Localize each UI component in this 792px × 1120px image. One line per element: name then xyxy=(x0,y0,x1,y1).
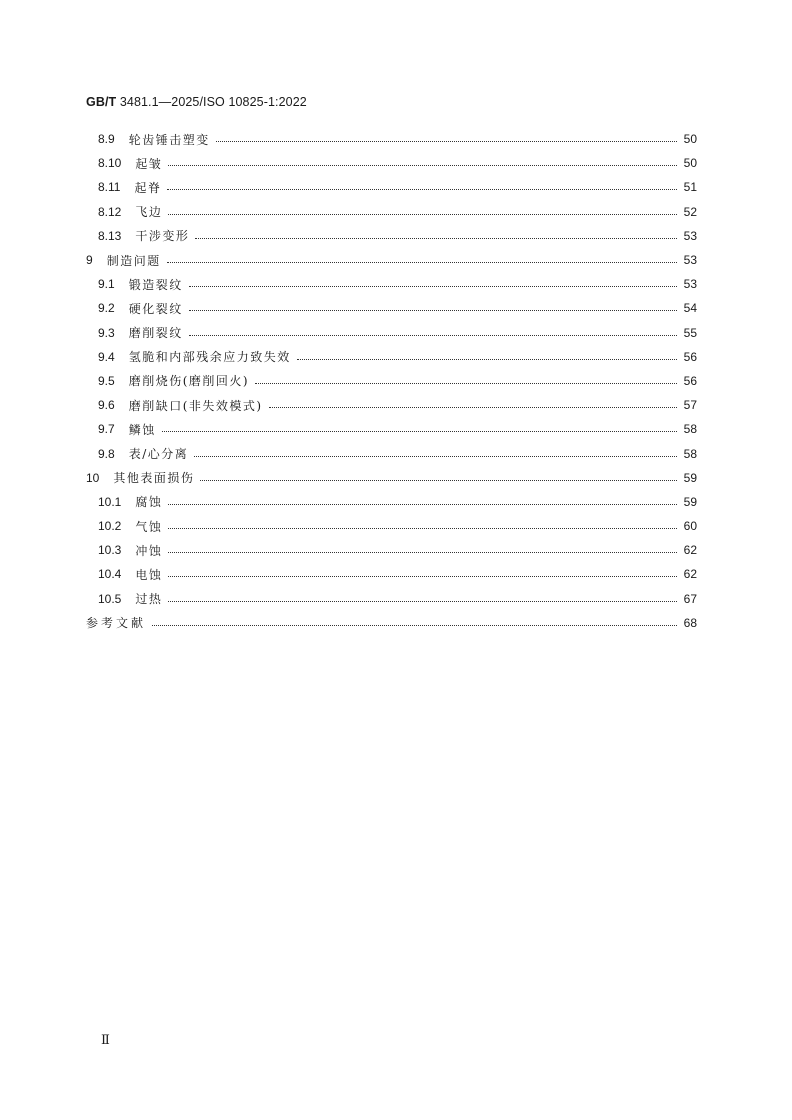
toc-entry[interactable] xyxy=(86,514,697,538)
toc-entry-number: 9.5 xyxy=(98,373,115,388)
toc-dot-leader xyxy=(255,382,677,384)
toc-dot-leader xyxy=(189,285,677,287)
toc-entry-number: 8.10 xyxy=(98,156,122,171)
toc-dot-leader xyxy=(189,309,677,311)
toc-dot-leader xyxy=(168,600,677,602)
toc-entry-number: 9.3 xyxy=(98,325,115,340)
toc-entry-number: 9.4 xyxy=(98,349,115,364)
toc-entry[interactable] xyxy=(86,151,697,175)
toc-entry[interactable] xyxy=(86,490,697,514)
standard-number: 3481.1—2025/ISO 10825-1:2022 xyxy=(116,95,307,109)
toc-entry-page: 56 xyxy=(683,349,697,364)
toc-dot-leader xyxy=(297,358,677,360)
toc-entry-page: 59 xyxy=(683,494,697,509)
toc-entry[interactable] xyxy=(86,175,697,199)
toc-dot-leader xyxy=(195,237,677,239)
toc-entry-number: 9.6 xyxy=(98,398,115,413)
table-of-contents xyxy=(86,127,697,635)
toc-entry-title: 电蚀 xyxy=(135,567,163,582)
toc-entry-number: 9.7 xyxy=(98,422,115,437)
toc-dot-leader xyxy=(162,430,677,432)
toc-entry[interactable] xyxy=(86,417,697,441)
toc-entry-page: 68 xyxy=(683,615,697,630)
page-number: Ⅱ xyxy=(101,1032,110,1047)
toc-entry-title: 冲蚀 xyxy=(135,543,163,558)
toc-entry-number: 10.3 xyxy=(98,543,122,558)
toc-entry-number: 8.12 xyxy=(98,204,122,219)
toc-entry-page: 51 xyxy=(683,180,697,195)
toc-entry-title: 起脊 xyxy=(134,180,162,195)
toc-dot-leader xyxy=(168,551,677,553)
toc-entry-page: 53 xyxy=(683,253,697,268)
toc-entry-title: 其他表面损伤 xyxy=(113,471,195,486)
toc-entry[interactable] xyxy=(86,200,697,224)
toc-entry[interactable] xyxy=(86,321,697,345)
toc-entry[interactable] xyxy=(86,393,697,417)
toc-entry[interactable] xyxy=(86,224,697,248)
toc-entry[interactable] xyxy=(86,562,697,586)
toc-entry-title: 飞边 xyxy=(135,205,163,220)
toc-entry-page: 60 xyxy=(683,519,697,534)
toc-entry-page: 57 xyxy=(683,398,697,413)
toc-entry[interactable] xyxy=(86,611,697,635)
toc-entry-number: 8.13 xyxy=(98,228,122,243)
toc-dot-leader xyxy=(168,575,677,577)
toc-entry-page: 58 xyxy=(683,422,697,437)
toc-entry[interactable] xyxy=(86,127,697,151)
toc-dot-leader xyxy=(269,406,677,408)
toc-entry-number: 8.9 xyxy=(98,132,115,147)
toc-entry-page: 58 xyxy=(683,446,697,461)
toc-entry[interactable] xyxy=(86,369,697,393)
toc-entry-page: 53 xyxy=(683,228,697,243)
toc-entry[interactable] xyxy=(86,248,697,272)
toc-dot-leader xyxy=(168,213,677,215)
toc-entry-page: 55 xyxy=(683,325,697,340)
toc-dot-leader xyxy=(168,503,677,505)
toc-dot-leader xyxy=(167,261,677,263)
toc-entry-number: 8.11 xyxy=(98,180,121,195)
standard-prefix: GB/T xyxy=(86,95,117,109)
toc-entry[interactable] xyxy=(86,587,697,611)
toc-dot-leader xyxy=(200,479,677,481)
toc-entry-number: 10.4 xyxy=(98,567,122,582)
toc-entry[interactable] xyxy=(86,538,697,562)
toc-entry-page: 56 xyxy=(683,373,697,388)
toc-entry-page: 62 xyxy=(683,567,697,582)
toc-entry-page: 59 xyxy=(683,470,697,485)
toc-entry-number: 10.2 xyxy=(98,519,122,534)
toc-entry-title: 参考文献 xyxy=(86,616,147,631)
toc-entry[interactable] xyxy=(86,441,697,465)
toc-entry[interactable] xyxy=(86,466,697,490)
toc-entry-title: 磨削裂纹 xyxy=(128,326,183,341)
toc-entry-page: 54 xyxy=(683,301,697,316)
toc-entry[interactable] xyxy=(86,296,697,320)
toc-entry-title: 腐蚀 xyxy=(135,495,163,510)
toc-entry-number: 9.2 xyxy=(98,301,115,316)
toc-entry-page: 53 xyxy=(683,277,697,292)
toc-entry-number: 9.8 xyxy=(98,446,115,461)
toc-entry-title: 磨削缺口(非失效模式) xyxy=(128,398,263,413)
toc-entry-title: 氢脆和内部残余应力致失效 xyxy=(128,350,291,365)
document-header xyxy=(86,94,307,109)
toc-entry-number: 9 xyxy=(86,253,93,268)
toc-entry-title: 硬化裂纹 xyxy=(128,301,183,316)
toc-entry[interactable] xyxy=(86,272,697,296)
toc-entry-page: 50 xyxy=(683,156,697,171)
toc-entry-number: 9.1 xyxy=(98,277,115,292)
toc-entry-title: 鳞蚀 xyxy=(128,422,156,437)
toc-entry-title: 过热 xyxy=(135,592,163,607)
toc-entry-title: 气蚀 xyxy=(135,519,163,534)
toc-dot-leader xyxy=(152,624,677,626)
toc-entry-title: 磨削烧伤(磨削回火) xyxy=(128,374,250,389)
toc-entry-title: 制造问题 xyxy=(106,253,161,268)
toc-dot-leader xyxy=(189,334,677,336)
toc-dot-leader xyxy=(168,527,677,529)
toc-entry-title: 锻造裂纹 xyxy=(128,277,183,292)
toc-entry-number: 10.5 xyxy=(98,591,122,606)
toc-entry-number: 10.1 xyxy=(98,494,122,509)
toc-entry-title: 轮齿锤击塑变 xyxy=(128,132,210,147)
toc-entry-title: 起皱 xyxy=(135,156,163,171)
toc-entry-page: 52 xyxy=(683,204,697,219)
toc-entry-page: 67 xyxy=(683,591,697,606)
toc-entry[interactable] xyxy=(86,345,697,369)
toc-dot-leader xyxy=(216,140,677,142)
toc-entry-page: 50 xyxy=(683,132,697,147)
toc-entry-title: 干涉变形 xyxy=(135,229,190,244)
toc-entry-number: 10 xyxy=(86,470,100,485)
toc-dot-leader xyxy=(168,164,677,166)
toc-entry-page: 62 xyxy=(683,543,697,558)
toc-dot-leader xyxy=(167,188,677,190)
toc-entry-title: 表/心分离 xyxy=(128,447,189,462)
toc-dot-leader xyxy=(194,455,677,457)
